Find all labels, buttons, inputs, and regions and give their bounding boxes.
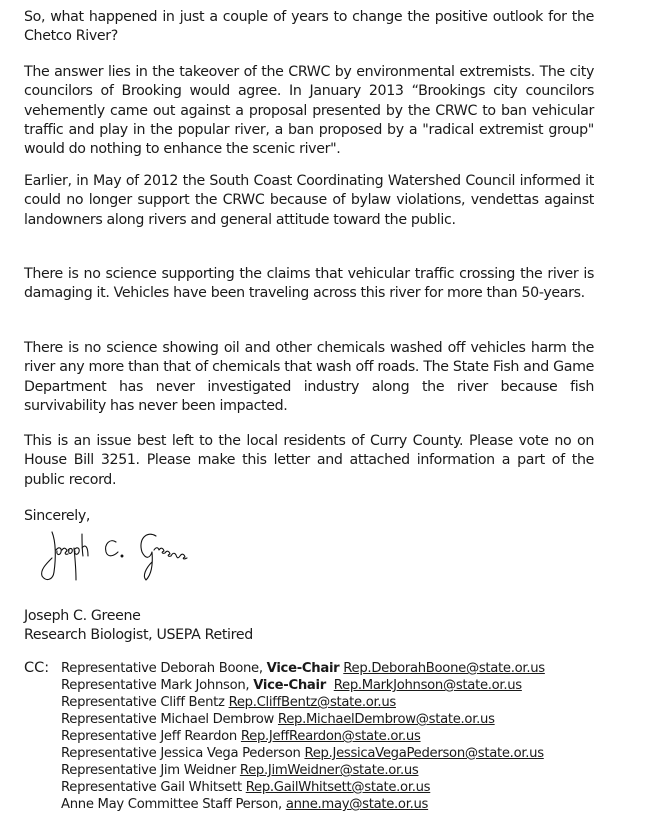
paragraph-crwc-takeover: The answer lies in the takeover of the CRWC by environmental extremists. The city councilors of Brooking would agree. In January 2013 “Brookings city councilors vehemently came out against a proposal presented by the CRWC to ban vehicular traffic and play in the popular river, a ban proposed by a "radical extremist group" would do nothing to enhance the scenic river". [24,64,594,158]
recipient-name: Representative Michael Dembrow [61,712,275,727]
paragraph-watershed-council: Earlier, in May of 2012 the South Coast Coordinating Watershed Council informed it could no longer support the CRWC because of bylaw violations, vendettas against landowners along rivers and general attitude toward the public. [24,173,594,228]
recipient-email-link[interactable]: Rep.JimWeidner@state.or.us [239,763,419,778]
paragraph-question: So, what happened in just a couple of years to change the positive outlook for the Chetco River? [24,9,594,45]
signer-name: Joseph C. Greene [24,608,141,624]
cc-row [24,762,644,779]
recipient-email-link[interactable]: Rep.JeffReardon@state.or.us [240,729,421,744]
recipient-name: Representative Deborah Boone, [61,661,263,676]
cc-row [24,660,644,677]
cc-row [24,711,644,728]
recipient-name: Representative Jim Weidner [61,763,236,778]
paragraph-request: This is an issue best left to the local residents of Curry County. Please vote no on House Bill 3251. Please make this letter and attached information a part of the public record. [24,433,594,488]
recipient-name: Anne May Committee Staff Person, [61,797,282,812]
recipient-email-link[interactable]: Rep.DeborahBoone@state.or.us [343,661,545,676]
cc-row [24,745,644,762]
recipient-email-link[interactable]: Rep.CliffBentz@state.or.us [228,695,396,710]
recipient-email-link[interactable]: Rep.MichaelDembrow@state.or.us [277,712,495,727]
recipient-role: Vice-Chair [253,678,326,693]
cc-row [24,677,644,694]
cc-label: CC: [24,660,50,676]
recipient-email-link[interactable]: Rep.GailWhitsett@state.or.us [245,780,431,795]
recipient-name: Representative Cliff Bentz [61,695,225,710]
recipient-email-link[interactable]: Rep.MarkJohnson@state.or.us [333,678,522,693]
cc-list [24,660,644,813]
recipient-email-link[interactable]: anne.may@state.or.us [285,797,429,812]
closing: Sincerely, [24,508,91,524]
recipient-name: Representative Mark Johnson, [61,678,250,693]
recipient-role: Vice-Chair [266,661,340,676]
cc-row [24,796,644,813]
cc-row [24,728,644,745]
paragraph-vehicular-traffic: There is no science supporting the claims that vehicular traffic crossing the river is damaging it. Vehicles have been traveling across this river for more than 50-years. [24,266,594,302]
paragraph-chemicals: There is no science showing oil and other chemicals washed off vehicles harm the river any more than that of chemicals that wash off roads. The State Fish and Game Department has never investigated industry along the river because fish survivability has never been impacted. [24,340,594,414]
cc-row [24,779,644,796]
signer-title: Research Biologist, USEPA Retired [24,627,253,643]
recipient-name: Representative Jessica Vega Pederson [61,746,301,761]
signature-image [34,528,254,588]
cc-row [24,694,644,711]
recipient-name: Representative Gail Whitsett [61,780,242,795]
recipient-name: Representative Jeff Reardon [61,729,237,744]
recipient-email-link[interactable]: Rep.JessicaVegaPederson@state.or.us [304,746,544,761]
